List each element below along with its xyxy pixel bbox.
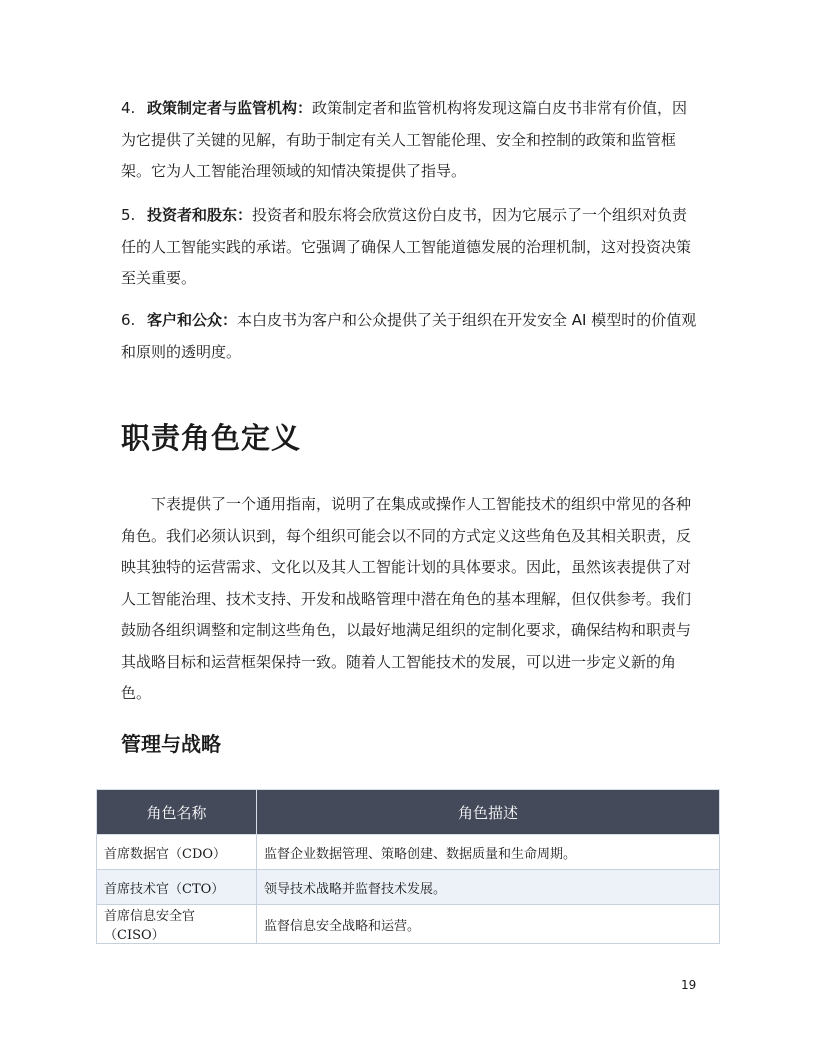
roles-table — [96, 789, 720, 944]
item-text: 政策制定者和监管机构将发现这篇白皮书非常有价值，因为它提供了关键的见解，有助于制定有关人工智能伦理、安全和控制的政策和监管框架。它为人工智能治理领域的知情决策提供了指导。 — [121, 99, 688, 180]
item-number: 4. — [121, 99, 136, 117]
intro-paragraph: 下表提供了一个通用指南，说明了在集成或操作人工智能技术的组织中常见的各种角色。我们必须认识到，每个组织可能会以不同的方式定义这些角色及其相关职责，反映其独特的运营需求、文化以及其人工智能计划的具体要求。因此，虽然该表提供了对人工智能治理、技术支持、开发和战略管理中潜在角色的基本理解，但仅供参考。我们鼓励各组织调整和定制这些角色，以最好地满足组织的定制化要求，确保结构和职责与其战略目标和运营框架保持一致。随着人工智能技术的发展，可以进一步定义新的角色。 — [121, 495, 692, 702]
subsection-heading: 管理与战略 — [121, 732, 221, 756]
role-description-cell: 领导技术战略并监督技术发展。 — [257, 870, 720, 905]
audience-item-5 — [121, 200, 701, 295]
item-title: 客户和公众： — [147, 311, 238, 329]
section-heading: 职责角色定义 — [121, 421, 302, 455]
item-number: 5. — [121, 206, 136, 224]
audience-item-4 — [121, 93, 701, 188]
item-text: 本白皮书为客户和公众提供了关于组织在开发安全 AI 模型时的价值观和原则的透明度。 — [121, 311, 697, 361]
item-title: 政策制定者与监管机构： — [147, 99, 313, 117]
role-description-cell: 监督信息安全战略和运营。 — [257, 905, 720, 944]
page-number: 19 — [681, 978, 697, 992]
item-number: 6. — [121, 311, 136, 329]
header-role-description: 角色描述 — [257, 790, 720, 835]
audience-item-6 — [121, 305, 701, 368]
role-name-cell: 首席信息安全官（CISO） — [97, 905, 257, 944]
role-name-cell: 首席技术官（CTO） — [97, 870, 257, 905]
role-description-cell: 监督企业数据管理、策略创建、数据质量和生命周期。 — [257, 835, 720, 870]
table-row — [97, 905, 720, 944]
item-title: 投资者和股东： — [147, 206, 253, 224]
role-name-cell: 首席数据官（CDO） — [97, 835, 257, 870]
table-row — [97, 835, 720, 870]
table-header-row — [97, 790, 720, 835]
header-role-name: 角色名称 — [97, 790, 257, 835]
table-row — [97, 870, 720, 905]
item-text: 投资者和股东将会欣赏这份白皮书，因为它展示了一个组织对负责任的人工智能实践的承诺。它强调了确保人工智能道德发展的治理机制，这对投资决策至关重要。 — [121, 206, 692, 287]
